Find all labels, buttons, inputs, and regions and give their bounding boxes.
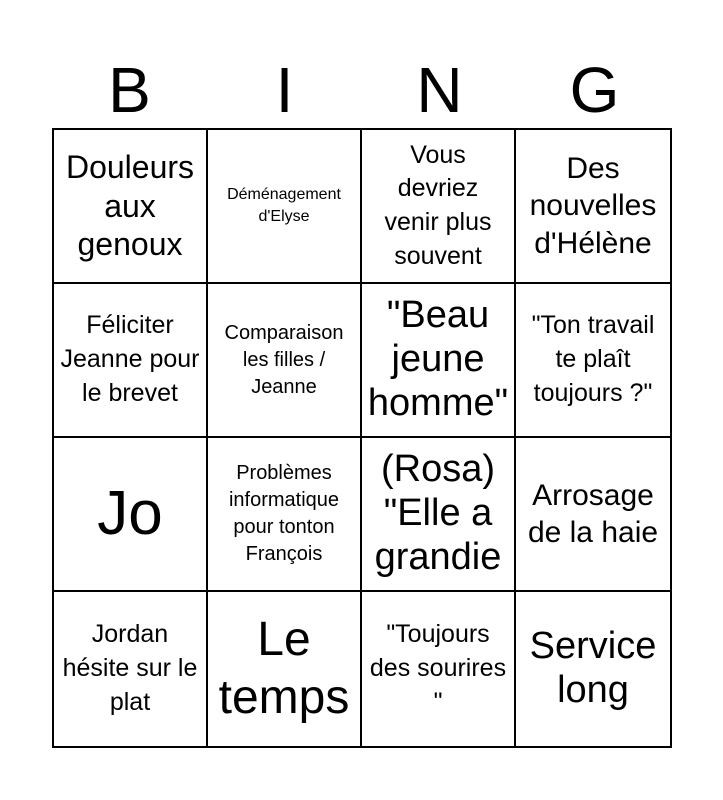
bingo-cell-text: Arrosage de la haie: [527, 478, 659, 549]
header-letter-n: N: [416, 54, 463, 126]
bingo-cell-text: "Toujours des sourires ": [369, 620, 507, 716]
bingo-cell-r0-c0[interactable]: [54, 130, 208, 284]
bingo-cell-r1-c2[interactable]: [362, 284, 516, 438]
header-letter-g: G: [569, 54, 620, 126]
bingo-cell-r3-c3[interactable]: [516, 592, 670, 746]
bingo-cell-text: Le temps: [218, 613, 350, 724]
bingo-cell-text: Des nouvelles d'Hélène: [529, 151, 657, 260]
bingo-cell-r1-c3[interactable]: [516, 284, 670, 438]
bingo-header: [52, 52, 672, 128]
bingo-card-grid: [52, 128, 672, 748]
bingo-cell-r1-c0[interactable]: [54, 284, 208, 438]
bingo-cell-text: "Ton travail te plaît toujours ?": [531, 311, 655, 407]
bingo-cell-text: Comparaison les filles / Jeanne: [224, 321, 344, 398]
bingo-cell-r3-c2[interactable]: [362, 592, 516, 746]
header-letter-i: I: [275, 54, 294, 126]
bingo-cell-r2-c2[interactable]: [362, 438, 516, 592]
bingo-cell-r3-c1[interactable]: [208, 592, 362, 746]
bingo-cell-text: Déménagement d'Elyse: [227, 185, 341, 225]
bingo-cell-r0-c2[interactable]: [362, 130, 516, 284]
bingo-cell-text: Problèmes informatique pour tonton François: [228, 462, 340, 565]
bingo-cell-r2-c0[interactable]: [54, 438, 208, 592]
header-letter-b: B: [108, 54, 151, 126]
bingo-cell-text: Jordan hésite sur le plat: [62, 620, 198, 716]
bingo-cell-text: "Beau jeune homme": [367, 294, 509, 424]
bingo-cell-text: (Rosa) "Elle a grandie: [374, 448, 502, 578]
bingo-cell-text: Douleurs aux genoux: [65, 149, 195, 263]
bingo-cell-r0-c3[interactable]: [516, 130, 670, 284]
bingo-cell-r2-c3[interactable]: [516, 438, 670, 592]
bingo-cell-r3-c0[interactable]: [54, 592, 208, 746]
bingo-cell-text: Féliciter Jeanne pour le brevet: [60, 311, 200, 407]
bingo-cell-r2-c1[interactable]: [208, 438, 362, 592]
bingo-cell-r1-c1[interactable]: [208, 284, 362, 438]
bingo-cell-text: Vous devriez venir plus souvent: [384, 140, 492, 270]
bingo-cell-text: Service long: [529, 625, 657, 711]
bingo-cell-r0-c1[interactable]: [208, 130, 362, 284]
bingo-cell-text: Jo: [97, 479, 163, 549]
